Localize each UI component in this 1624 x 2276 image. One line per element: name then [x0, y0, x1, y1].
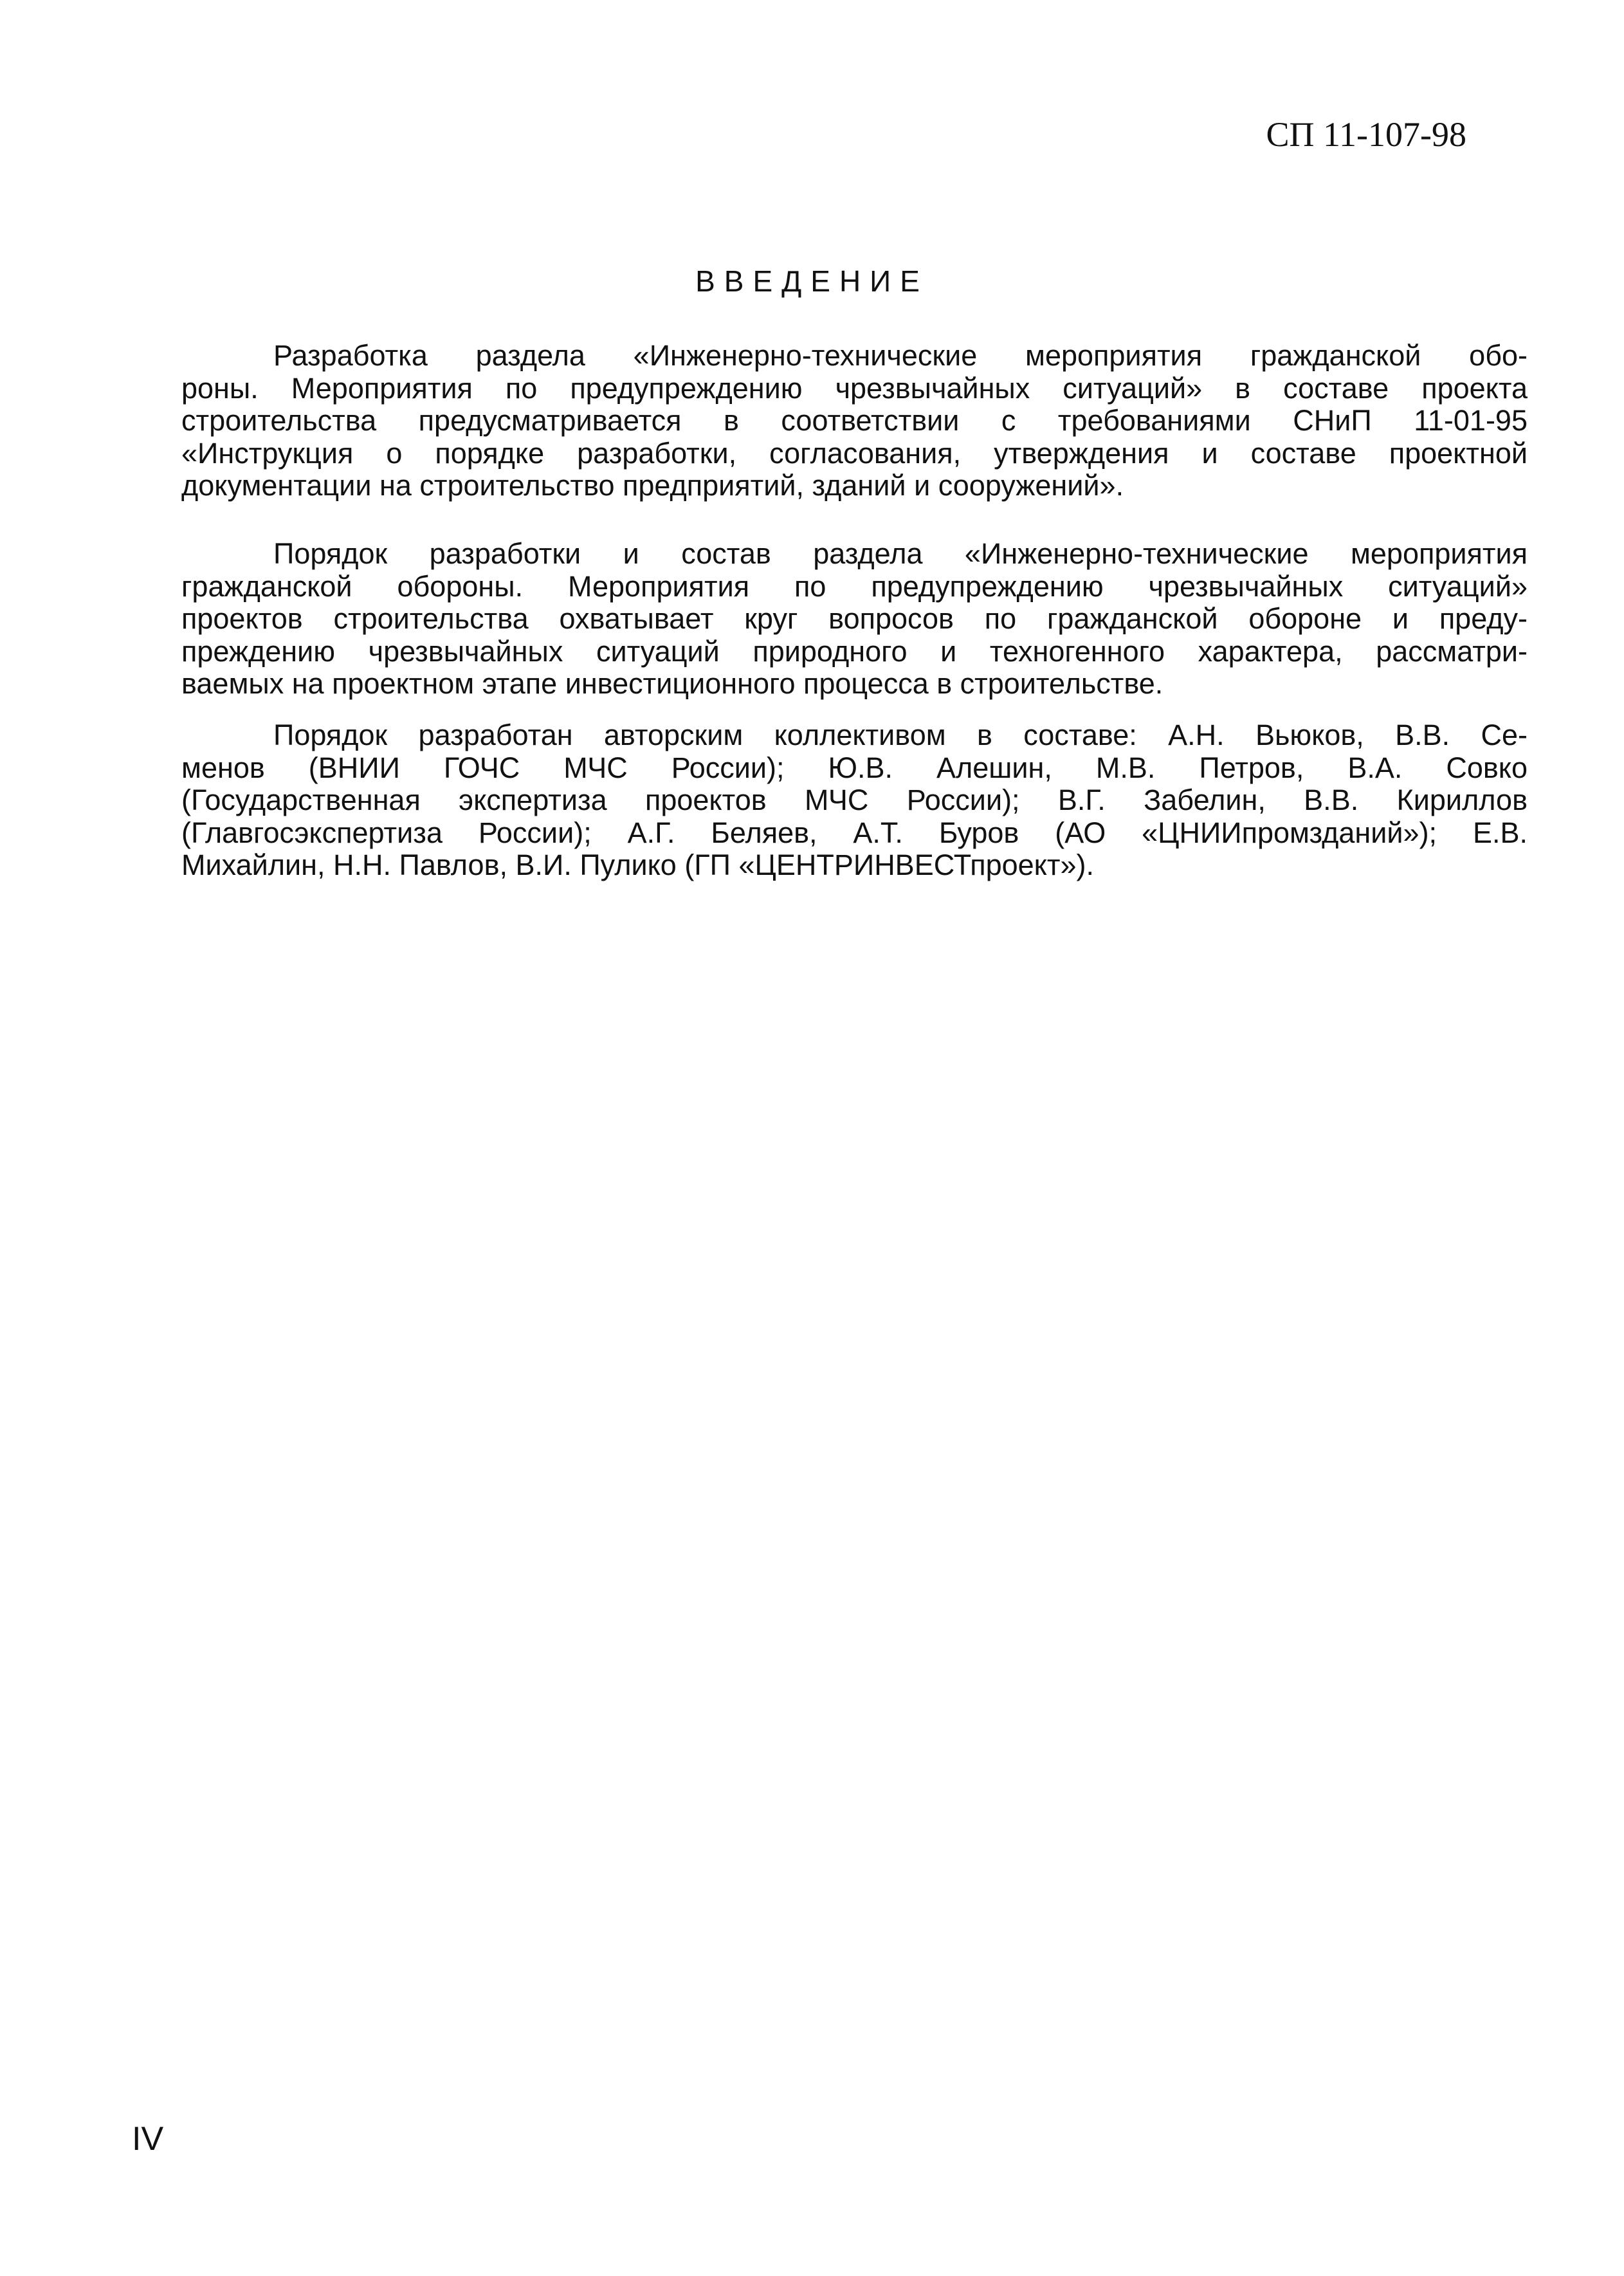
text-line: ваемых на проектном этапе инвестиционного процесса в строительстве.: [181, 667, 1163, 700]
text-line: строительства предусматривается в соответствии с требованиями СНиП 11-01-95: [181, 404, 1528, 437]
text-line: «Инструкция о порядке разработки, согласования, утверждения и составе проектной: [181, 437, 1528, 470]
text-line: (Главгосэкспертиза России); А.Г. Беляев, А.Т. Буров (АО «ЦНИИпромзданий»); Е.В.: [181, 816, 1528, 849]
text-line: Порядок разработан авторским коллективом в составе: А.Н. Вьюков, В.В. Се-: [273, 719, 1528, 751]
text-line: роны. Мероприятия по предупреждению чрезвычайных ситуаций» в составе проекта: [181, 372, 1528, 405]
section-title: ВВЕДЕНИЕ: [695, 264, 929, 298]
page-number: IV: [132, 2120, 164, 2158]
document-code: СП 11-107-98: [1266, 115, 1466, 154]
text-line: проектов строительства охватывает круг вопросов по гражданской обороне и преду-: [181, 602, 1528, 635]
text-line: Разработка раздела «Инженерно-технические мероприятия гражданской обо-: [273, 339, 1528, 372]
text-line: документации на строительство предприятий, зданий и сооружений».: [181, 469, 1124, 502]
text-line: Михайлин, Н.Н. Павлов, В.И. Пулико (ГП «ЦЕНТРИНВЕСТпроект»).: [181, 849, 1094, 881]
text-line: менов (ВНИИ ГОЧС МЧС России); Ю.В. Алешин, М.В. Петров, В.А. Совко: [181, 751, 1528, 784]
text-line: гражданской обороны. Мероприятия по предупреждению чрезвычайных ситуаций»: [181, 570, 1528, 603]
text-line: (Государственная экспертиза проектов МЧС России); В.Г. Забелин, В.В. Кириллов: [181, 784, 1528, 816]
text-line: Порядок разработки и состав раздела «Инженерно-технические мероприятия: [273, 537, 1528, 570]
text-line: преждению чрезвычайных ситуаций природного и техногенного характера, рассматри-: [181, 635, 1528, 668]
